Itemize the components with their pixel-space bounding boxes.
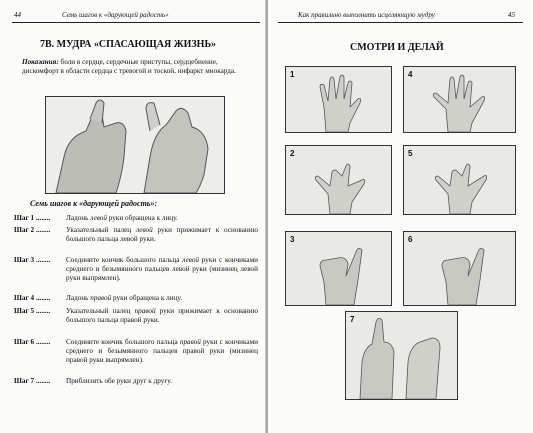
- step-label: Шаг 5 ........: [14, 307, 51, 315]
- photo-7: [345, 311, 458, 400]
- step-label: Шаг 4 ........: [14, 294, 51, 302]
- photo-number: 6: [408, 235, 413, 244]
- photo-number: 5: [408, 149, 413, 158]
- steps-heading: Семь шагов к «дарующей радость»:: [30, 199, 158, 208]
- page-number: 45: [508, 11, 515, 19]
- photo-3: [285, 231, 392, 306]
- indications-text: боли в сердце, сердечные приступы, сердцебиение, дискомфорт в области сердца с тревогой и тоской, инфаркт миокарда.: [22, 58, 236, 75]
- indications-label: Показания:: [22, 58, 59, 66]
- left-page: 44 Семь шагов к «дарующей радость» 7В. МУДРА «СПАСАЮЩАЯ ЖИЗНЬ» Показания: боли в сердце, сердечные приступы, сердцебиение, дискомфорт в области сердца с тревогой и тоской, инфаркт миокарда. Семь шагов к «дарующей радость»: Шаг 1 ........ Ладонь левой руки обращена к лицу. Шаг 2 ........ Указательный палец левой руки прижимает к основанию большого пальца левой руки. Шаг 3 ........ Соедините кончик большого пальца левой руки с кончиками среднего и безымянного пальцев левой руки (мизинец левой руки выпрямлен). Шаг 4 ........ Ладонь правой руки обращена к лицу. Шаг 5 ........ Указательный палец правой руки прижимает к основанию большого пальца правой руки. Шаг 6 ........ Соедините кончик большого пальца правой руки с кончиками среднего и безымянного пальцев правой руки (мизинец правой руки выпрямлен). Шаг 7 ........ Приблизить обе руки друг к другу.: [0, 0, 266, 433]
- photo-1: [285, 66, 392, 133]
- photo-2: [285, 145, 392, 215]
- right-page: [268, 0, 533, 433]
- header-rule: [12, 22, 260, 23]
- photo-number: 3: [290, 235, 295, 244]
- main-mudra-photo: [45, 96, 225, 194]
- running-head: Как правильно выполнить исцеляющую мудру: [298, 11, 435, 19]
- step-label: Шаг 1 ........: [14, 214, 51, 222]
- step-label: Шаг 3 ........: [14, 256, 51, 264]
- page-title: СМОТРИ И ДЕЛАЙ: [350, 42, 444, 53]
- photo-number: 4: [408, 70, 413, 79]
- header-rule: [278, 22, 523, 23]
- photo-number: 2: [290, 149, 295, 158]
- page-title: 7В. МУДРА «СПАСАЮЩАЯ ЖИЗНЬ»: [40, 39, 217, 50]
- running-head: Семь шагов к «дарующей радость»: [62, 11, 169, 19]
- step-label: Шаг 6 ........: [14, 338, 51, 346]
- indications-paragraph: [22, 58, 250, 76]
- photo-4: [403, 66, 516, 133]
- two-hands-illustration: [46, 97, 224, 193]
- step-label: Шаг 7 ........: [14, 377, 51, 385]
- step-label: Шаг 2 ........: [14, 226, 51, 234]
- page-number: 44: [14, 11, 21, 19]
- photo-number: 1: [290, 70, 295, 79]
- photo-6: [403, 231, 516, 306]
- photo-5: [403, 145, 516, 215]
- photo-number: 7: [350, 315, 355, 324]
